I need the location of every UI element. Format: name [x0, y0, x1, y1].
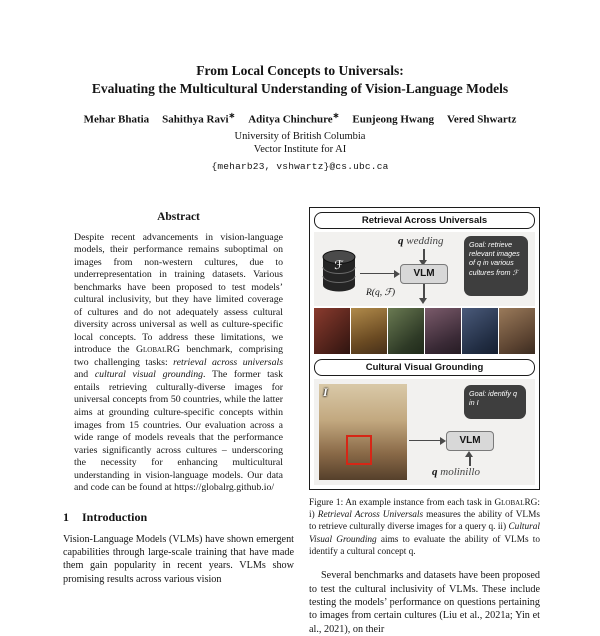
- arrow-query-to-vlm: [423, 249, 425, 260]
- section-title: Introduction: [82, 509, 148, 524]
- arrow-db-to-vlm: [360, 273, 396, 275]
- caption-part: measures the ability of VLMs to retrieve culturally diverse images for a query q. ii): [309, 509, 540, 533]
- benchmark-name: GlobalRG: [135, 344, 180, 356]
- caption-part: : i): [309, 497, 540, 520]
- right-column: [309, 207, 540, 636]
- author-name: Mehar Bhatia: [83, 113, 150, 126]
- abstract-part-1: Despite recent advancements in vision-language models, their performance remains suboptimal on images from non-western cultures, due to underrepresentation in training datasets. Various benchmarks have been proposed to test models’ cultural inclusivity, but they have limited coverage of cultures and do not adequately assess cultural diversity across universal as well as culture-specific local concepts. To address these limitations, we introduce the: [74, 231, 283, 356]
- database-label: ℱ: [334, 257, 344, 272]
- author-name: Eunjeong Hwang: [352, 113, 434, 126]
- panel-retrieval: [314, 212, 535, 354]
- query-symbol: q: [432, 465, 438, 478]
- panel-grounding-diagram: [314, 379, 535, 485]
- query-term: molinillo: [440, 465, 480, 478]
- figure-caption: [309, 497, 540, 559]
- photo-thumbnail: [462, 308, 498, 354]
- benchmark-name: GlobalRG: [494, 497, 538, 508]
- author-1: [84, 111, 150, 126]
- caption-task-1: Retrieval Across Universals: [317, 509, 424, 520]
- photo-thumbnail: [499, 308, 535, 354]
- image-label: I: [323, 384, 328, 399]
- abstract-part-3: . The former task entails retrieving culturally-diverse images for universal concepts from 50 countries, while the latter aims at grounding culture-specific concepts within images from 15 countries. Our evaluation across a wide range of models reveals that the performance varies significantly across cultures – underscoring the necessity for enhancing multicultural understanding in vision-language models. Our data and code can be found at: [74, 369, 283, 494]
- arrow-vlm-to-results: [423, 284, 425, 299]
- two-column-body: [0, 207, 600, 636]
- introduction-paragraph: Vision-Language Models (VLMs) have shown emergent capabilities through large-scale training that have made them gain popularity in recent years. VLMs show promising results across various vision: [63, 533, 294, 585]
- bounding-box: [346, 435, 372, 465]
- vlm-box-retrieval: VLM: [400, 264, 448, 284]
- task-name-retrieval: retrieval across universals: [173, 356, 284, 368]
- abstract-heading: Abstract: [157, 210, 200, 223]
- panel-retrieval-title: Retrieval Across Universals: [314, 212, 535, 229]
- photo-thumbnail: [388, 308, 424, 354]
- query-symbol: q: [398, 234, 404, 247]
- retrieval-output-label: R(q, ℱ): [366, 287, 396, 298]
- contact-email: {meharb23, vshwartz}@cs.ubc.ca: [211, 160, 389, 172]
- arrowhead-down-icon: [419, 298, 427, 304]
- photo-thumbnail: [351, 308, 387, 354]
- photo-thumbnail: [314, 308, 350, 354]
- vlm-box-grounding: VLM: [446, 431, 494, 451]
- arrow-image-to-vlm: [409, 440, 442, 442]
- caption-part: aims to evaluate the ability of VLMs to identify a cultural concept q.: [309, 534, 540, 557]
- task-name-grounding: cultural visual grounding: [94, 369, 204, 381]
- query-term: wedding: [406, 234, 444, 247]
- panel-grounding: [314, 359, 535, 485]
- query-wedding: [398, 235, 444, 247]
- section-number: 1: [63, 509, 69, 524]
- author-name: Vered Shwartz: [446, 113, 517, 126]
- caption-part: Figure 1: An example instance from each task in: [309, 497, 495, 508]
- query-molinillo: [432, 466, 480, 478]
- paper-title-line1: From Local Concepts to Universals:: [196, 63, 404, 78]
- affiliation-institute: Vector Institute for AI: [253, 144, 347, 156]
- affiliation-university: University of British Columbia: [234, 131, 366, 143]
- caption-task-2: Cultural Visual Grounding: [309, 522, 540, 545]
- paper-title-line2: Evaluating the Multicultural Understanding of Vision-Language Models: [91, 80, 509, 96]
- section-heading-introduction: [63, 510, 294, 525]
- arrow-query-to-vlm-2: [469, 456, 471, 466]
- abstract-conjunction: and: [74, 369, 95, 381]
- photo-thumbnail: [425, 308, 461, 354]
- author-name: Aditya Chinchure: [248, 113, 333, 126]
- author-mark: ∗: [228, 110, 236, 120]
- related-work-paragraph: Several benchmarks and datasets have been proposed to test the cultural inclusivity of VLMs. These include testing the models’ performance on questions pertaining to images from certain cultures (Liu et al., 2021a; Yin et al., 2021), on their: [309, 570, 540, 635]
- panel-grounding-title: Cultural Visual Grounding: [314, 359, 535, 376]
- abstract-text: [63, 232, 294, 495]
- goal-box-retrieval: Goal: retrieve relevant images of q in various cultures from ℱ: [464, 236, 528, 296]
- grounding-image: [319, 384, 407, 480]
- panel-retrieval-diagram: [314, 232, 535, 306]
- image-database-icon: [320, 248, 358, 299]
- goal-box-grounding: Goal: identify q in I: [464, 385, 526, 419]
- author-3: [248, 111, 339, 126]
- paper-title: [0, 62, 600, 98]
- abstract-part-2: benchmark, comprising two challenging tasks:: [74, 344, 283, 368]
- author-list: [0, 111, 600, 126]
- author-4: [352, 111, 434, 126]
- author-5: [447, 111, 516, 126]
- author-mark: ∗: [332, 110, 340, 120]
- left-column: [63, 207, 294, 636]
- title-block: [0, 0, 600, 172]
- retrieved-images-strip: [314, 308, 535, 354]
- project-link[interactable]: https://globalrg.github.io/: [174, 482, 275, 494]
- author-name: Sahithya Ravi: [162, 113, 229, 126]
- figure-1: [309, 207, 540, 490]
- author-2: [162, 111, 235, 126]
